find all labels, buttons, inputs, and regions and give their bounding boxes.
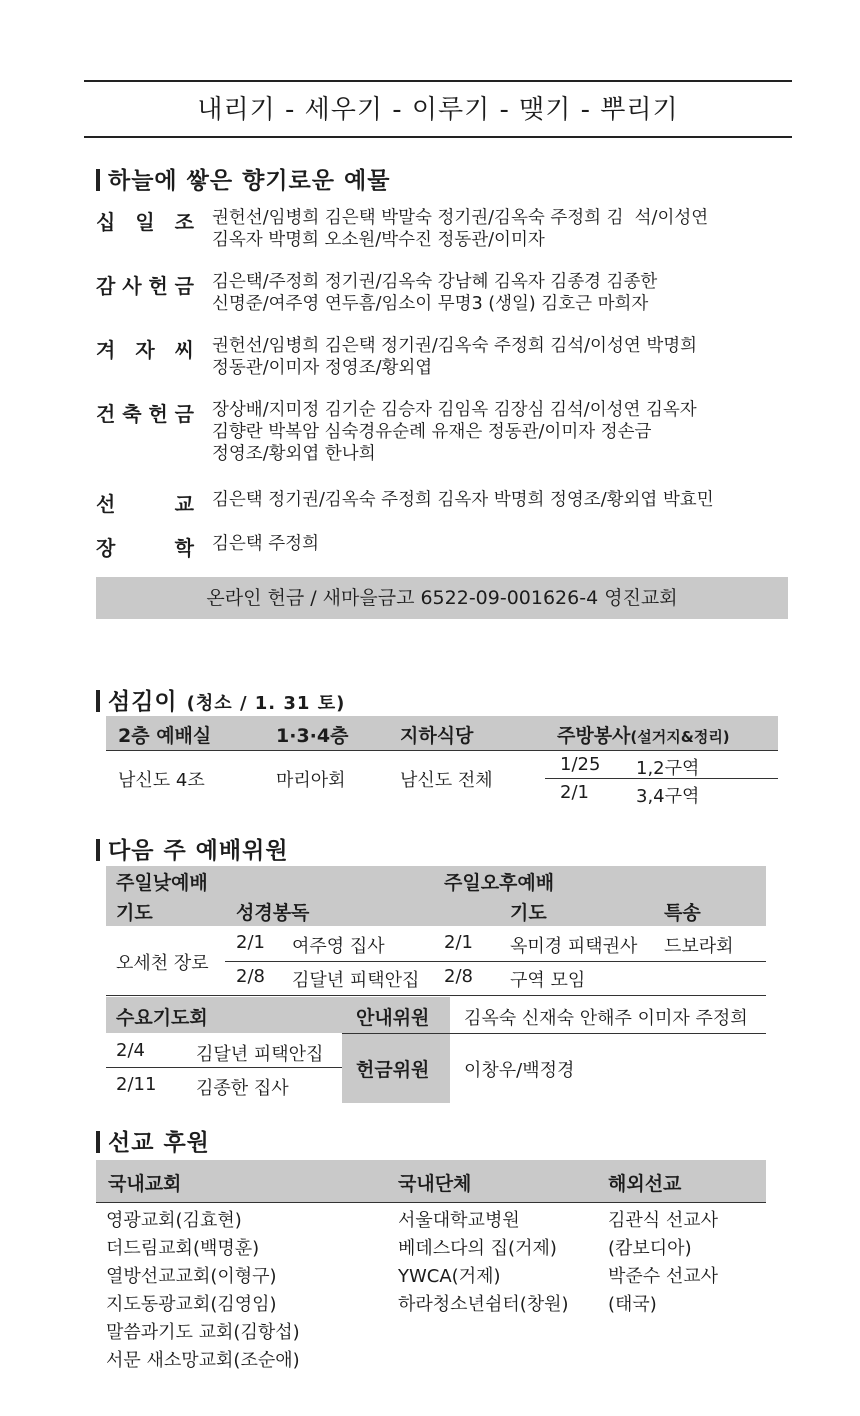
kitchen-area-1: 1,2구역: [636, 758, 700, 779]
title-bar: [96, 169, 100, 191]
mission-title-text: 선교 후원: [108, 1130, 210, 1156]
overseas-mission-item: (캄보디아): [608, 1238, 692, 1259]
pm-prayer-1: 옥미경 피택권사: [510, 936, 638, 957]
offering-category-label: [96, 532, 194, 561]
morning-service-header: 주일낮예배: [116, 872, 208, 894]
label-char: 조: [174, 210, 194, 234]
mission-section-title: [96, 1124, 210, 1157]
reading-date-1: 2/1: [236, 932, 265, 953]
kitchen-label: 주방봉사: [557, 725, 631, 747]
overseas-mission-item: 박준수 선교사: [608, 1266, 719, 1287]
domestic-org-item: YWCA(거제): [398, 1266, 501, 1287]
offering-donor-names: 장상배/지미정 김기순 김승자 김임옥 김장심 김석/이성연 김옥자 김향란 박복암 심숙경유순례 유재은 정동관/이미자 정손금 정영조/황외엽 한나희: [212, 400, 697, 464]
title-bar: [96, 1131, 100, 1153]
label-char: 십: [96, 210, 116, 234]
offering-title-text: 하늘에 쌓은 향기로운 예물: [108, 168, 391, 194]
special-song-1: 드보라회: [664, 936, 734, 957]
usher-label: 안내위원: [356, 1007, 430, 1029]
label-char: 금: [174, 274, 194, 298]
mission-header-orgs: 국내단체: [398, 1173, 472, 1195]
label-char: 교: [174, 492, 194, 516]
kitchen-split-rule: [545, 778, 778, 779]
kitchen-date-1: 1/25: [560, 754, 601, 775]
label-char: 건: [96, 402, 116, 426]
banner-top-rule: [84, 80, 792, 82]
offering-donor-names: 김은택/주정희 정기권/김옥숙 강남혜 김옥자 김종경 김종한 신명준/여주영 연두흠/임소이 무명3 (생일) 김호근 마희자: [212, 272, 658, 314]
banner-bottom-rule: [84, 136, 792, 138]
prayer-header: 기도: [116, 902, 153, 924]
offering-category-label: [96, 206, 194, 235]
domestic-church-item: 말씀과기도 교회(김항섭): [106, 1322, 300, 1343]
label-char: 학: [174, 536, 194, 560]
overseas-mission-item: 김관식 선교사: [608, 1210, 719, 1231]
usher-names: 김옥숙 신재숙 안해주 이미자 주정희: [464, 1008, 748, 1029]
offering-category-label: [96, 488, 194, 517]
afternoon-service-header: 주일오후예배: [444, 872, 555, 894]
kitchen-area-2: 3,4구역: [636, 786, 700, 807]
label-char: 장: [96, 536, 116, 560]
service-value-2f: 남신도 4조: [118, 770, 205, 791]
offering-section-title: [96, 162, 390, 195]
domestic-org-item: 서울대학교병원: [398, 1210, 520, 1231]
wednesday-date-2: 2/11: [116, 1074, 157, 1095]
wednesday-date-1: 2/4: [116, 1040, 145, 1061]
label-char: 헌: [148, 402, 168, 426]
offering-category-label: [96, 334, 194, 363]
overseas-mission-item: (태국): [608, 1294, 657, 1315]
kitchen-date-2: 2/1: [560, 782, 589, 803]
domestic-org-item: 베데스다의 집(거제): [398, 1238, 557, 1259]
offering-donor-names: 김은택 정기권/김옥숙 주정희 김옥자 박명희 정영조/황외엽 박효민: [212, 490, 714, 510]
domestic-church-item: 더드림교회(백명훈): [106, 1238, 260, 1259]
offering-committee-names: 이창우/백정경: [464, 1060, 575, 1081]
offering-category-label: [96, 398, 194, 427]
worship-row-rule: [225, 961, 766, 962]
wednesday-top-rule: [106, 995, 766, 996]
service-value-basement: 남신도 전체: [400, 770, 493, 791]
service-title-text: 섬김이: [108, 689, 178, 715]
title-bar: [96, 839, 100, 861]
title-bar: [96, 690, 100, 712]
label-char: 금: [174, 402, 194, 426]
label-char: 씨: [174, 338, 194, 362]
mission-header-rule: [96, 1202, 766, 1203]
domestic-church-item: 서문 새소망교회(조순애): [106, 1350, 300, 1371]
service-header-2f: 2층 예배실: [118, 725, 212, 747]
label-char: 사: [122, 274, 142, 298]
reader-1: 여주영 집사: [292, 936, 385, 957]
pm-prayer-2: 구역 모임: [510, 970, 586, 991]
usher-bottom-rule: [342, 1033, 766, 1034]
service-header-basement: 지하식당: [400, 725, 474, 747]
domestic-church-item: 지도동광교회(김영임): [106, 1294, 277, 1315]
label-char: 선: [96, 492, 116, 516]
kitchen-sub-label: (설거지&정리): [630, 728, 730, 746]
pm-date-2: 2/8: [444, 966, 473, 987]
domestic-org-item: 하라청소년쉼터(창원): [398, 1294, 569, 1315]
label-char: 자: [135, 338, 155, 362]
morning-prayer-name: 오세천 장로: [116, 953, 209, 974]
offering-donor-names: 권헌선/임병희 김은택 정기권/김옥숙 주정희 김석/이성연 박명희 정동관/이미자 정영조/황외엽: [212, 336, 698, 378]
worship-title-text: 다음 주 예배위원: [108, 838, 289, 864]
offering-donor-names: 김은택 주정희: [212, 534, 319, 554]
afternoon-prayer-header: 기도: [510, 902, 547, 924]
service-header-kitchen: [557, 721, 730, 748]
wednesday-row-rule: [106, 1067, 342, 1068]
label-char: 일: [135, 210, 155, 234]
service-header-rule: [106, 750, 778, 751]
mission-header-churches: 국내교회: [108, 1173, 182, 1195]
offering-donor-names: 권헌선/임병희 김은택 박말숙 정기권/김옥숙 주정희 김 석/이성연 김옥자 박명희 오소원/박수진 정동관/이미자: [212, 208, 709, 250]
label-char: 축: [122, 402, 142, 426]
domestic-church-item: 열방선교교회(이형구): [106, 1266, 277, 1287]
reading-header: 성경봉독: [236, 902, 310, 924]
reading-date-2: 2/8: [236, 966, 265, 987]
label-char: 헌: [148, 274, 168, 298]
mission-header-overseas: 해외선교: [608, 1173, 682, 1195]
special-song-header: 특송: [664, 902, 701, 924]
service-section-title: [96, 683, 345, 716]
offering-category-label: [96, 270, 194, 299]
service-value-134f: 마리아회: [276, 770, 346, 791]
wednesday-leader-1: 김달년 피택안집: [196, 1044, 324, 1065]
offering-committee-label: 헌금위원: [356, 1059, 430, 1081]
domestic-church-item: 영광교회(김효현): [106, 1210, 242, 1231]
wednesday-header: 수요기도회: [116, 1007, 208, 1029]
label-char: 감: [96, 274, 116, 298]
motto-banner: 내리기 - 세우기 - 이루기 - 맺기 - 뿌리기: [197, 95, 679, 125]
online-offering-banner: 온라인 헌금 / 새마을금고 6522-09-001626-4 영진교회: [96, 577, 788, 619]
wednesday-leader-2: 김종한 집사: [196, 1078, 289, 1099]
worship-section-title: [96, 832, 289, 865]
label-char: 겨: [96, 338, 116, 362]
pm-date-1: 2/1: [444, 932, 473, 953]
service-subtitle: (청소 / 1. 31 토): [186, 693, 346, 714]
service-header-134f: 1·3·4층: [276, 725, 349, 747]
reader-2: 김달년 피택안집: [292, 970, 420, 991]
